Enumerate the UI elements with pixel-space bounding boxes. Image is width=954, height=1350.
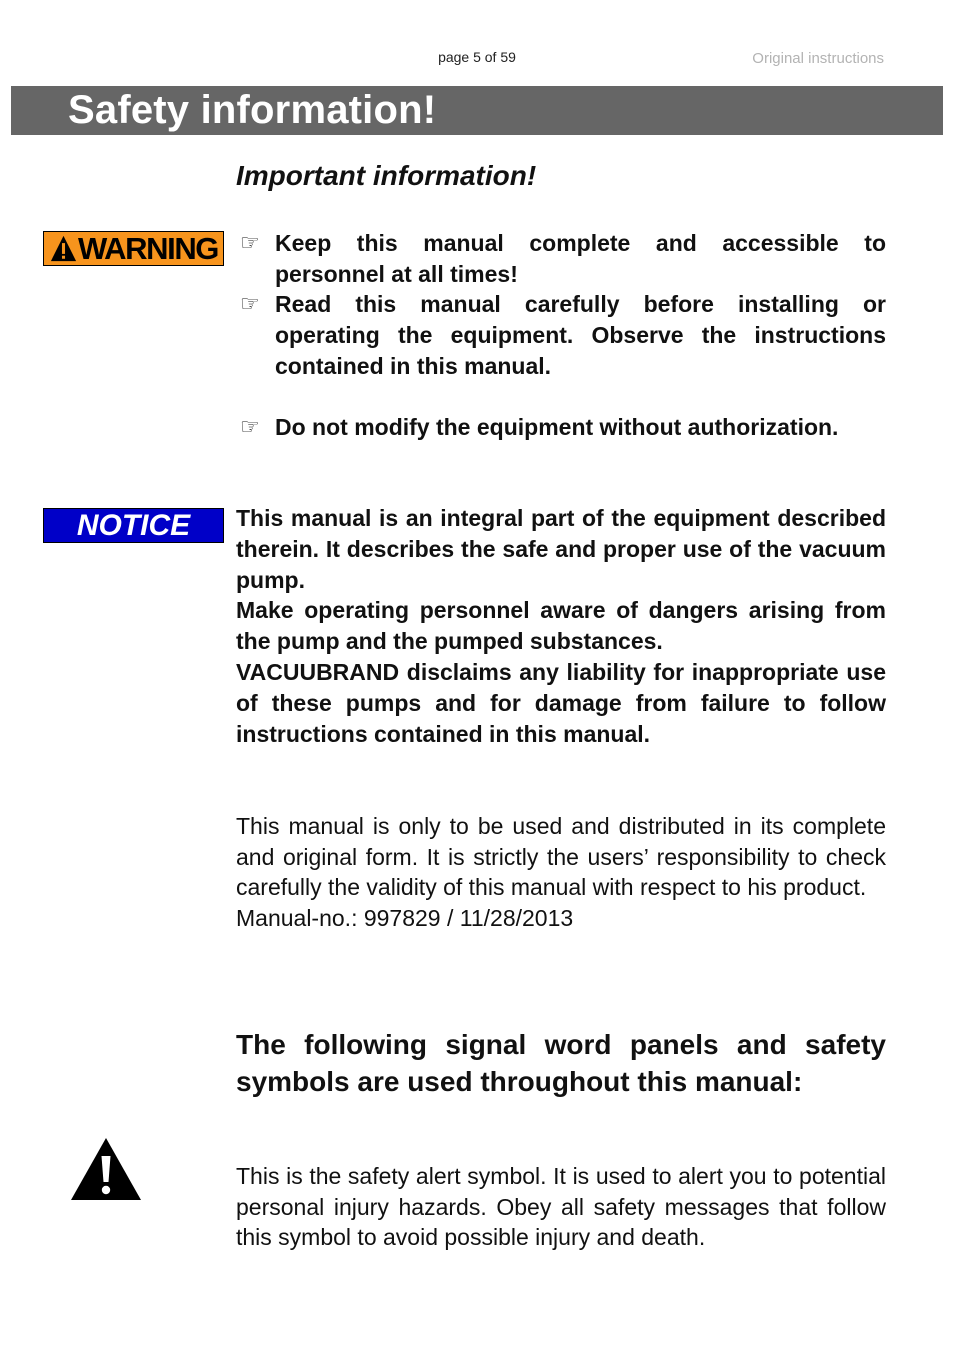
notice-label: NOTICE [76, 509, 191, 542]
list-item [240, 228, 886, 289]
pointing-hand-icon: ☞ [240, 291, 260, 317]
safety-alert-description: This is the safety alert symbol. It is used to alert you to potential personal injury hazards. Obey all safety messages that follow this symbol to avoid possible injury and death. [236, 1163, 886, 1251]
warning-triangle-icon [50, 235, 77, 262]
list-item [240, 412, 886, 443]
warning-signal-panel [43, 231, 224, 266]
distribution-notice [236, 811, 886, 934]
list-item-text: Read this manual carefully before installing or operating the equipment. Observe the instructions contained in this manual. [275, 291, 886, 379]
notice-signal-panel [43, 508, 224, 543]
list-item-text: Do not modify the equipment without authorization. [275, 413, 839, 440]
section-title: Safety information! [68, 88, 437, 132]
pointing-hand-icon: ☞ [240, 413, 260, 439]
pointing-hand-icon: ☞ [240, 230, 260, 255]
notice-paragraph: This manual is an integral part of the equipment described therein. It describes the safe and proper use of the vacuum pump. [236, 505, 886, 593]
signal-words-heading: The following signal word panels and safety symbols are used throughout this manual: [236, 1029, 886, 1097]
notice-paragraph: Make operating personnel aware of dangers arising from the pump and the pumped substances. [236, 597, 886, 655]
distribution-text: This manual is only to be used and distributed in its complete and original form. It is strictly the users’ responsibility to check carefully the validity of this manual with respect to his product. [236, 813, 886, 901]
warning-label: WARNING [78, 231, 219, 266]
document-type-label: Original instructions [752, 50, 884, 67]
important-bullet-list [240, 228, 886, 442]
notice-paragraph: VACUUBRAND disclaims any liability for inappropriate use of these pumps and for damage from failure to follow instructions contained in this manual. [236, 658, 886, 747]
manual-number: Manual-no.: 997829 / 11/28/2013 [236, 905, 574, 932]
notice-text-block [236, 503, 886, 749]
safety-alert-triangle-icon [70, 1137, 142, 1201]
list-item [240, 289, 886, 381]
section-title-bar [11, 86, 943, 135]
page-number: page 5 of 59 [438, 49, 516, 65]
list-item-text: Keep this manual complete and accessible to personnel at all times! [275, 230, 886, 287]
important-information-heading: Important information! [236, 160, 537, 191]
